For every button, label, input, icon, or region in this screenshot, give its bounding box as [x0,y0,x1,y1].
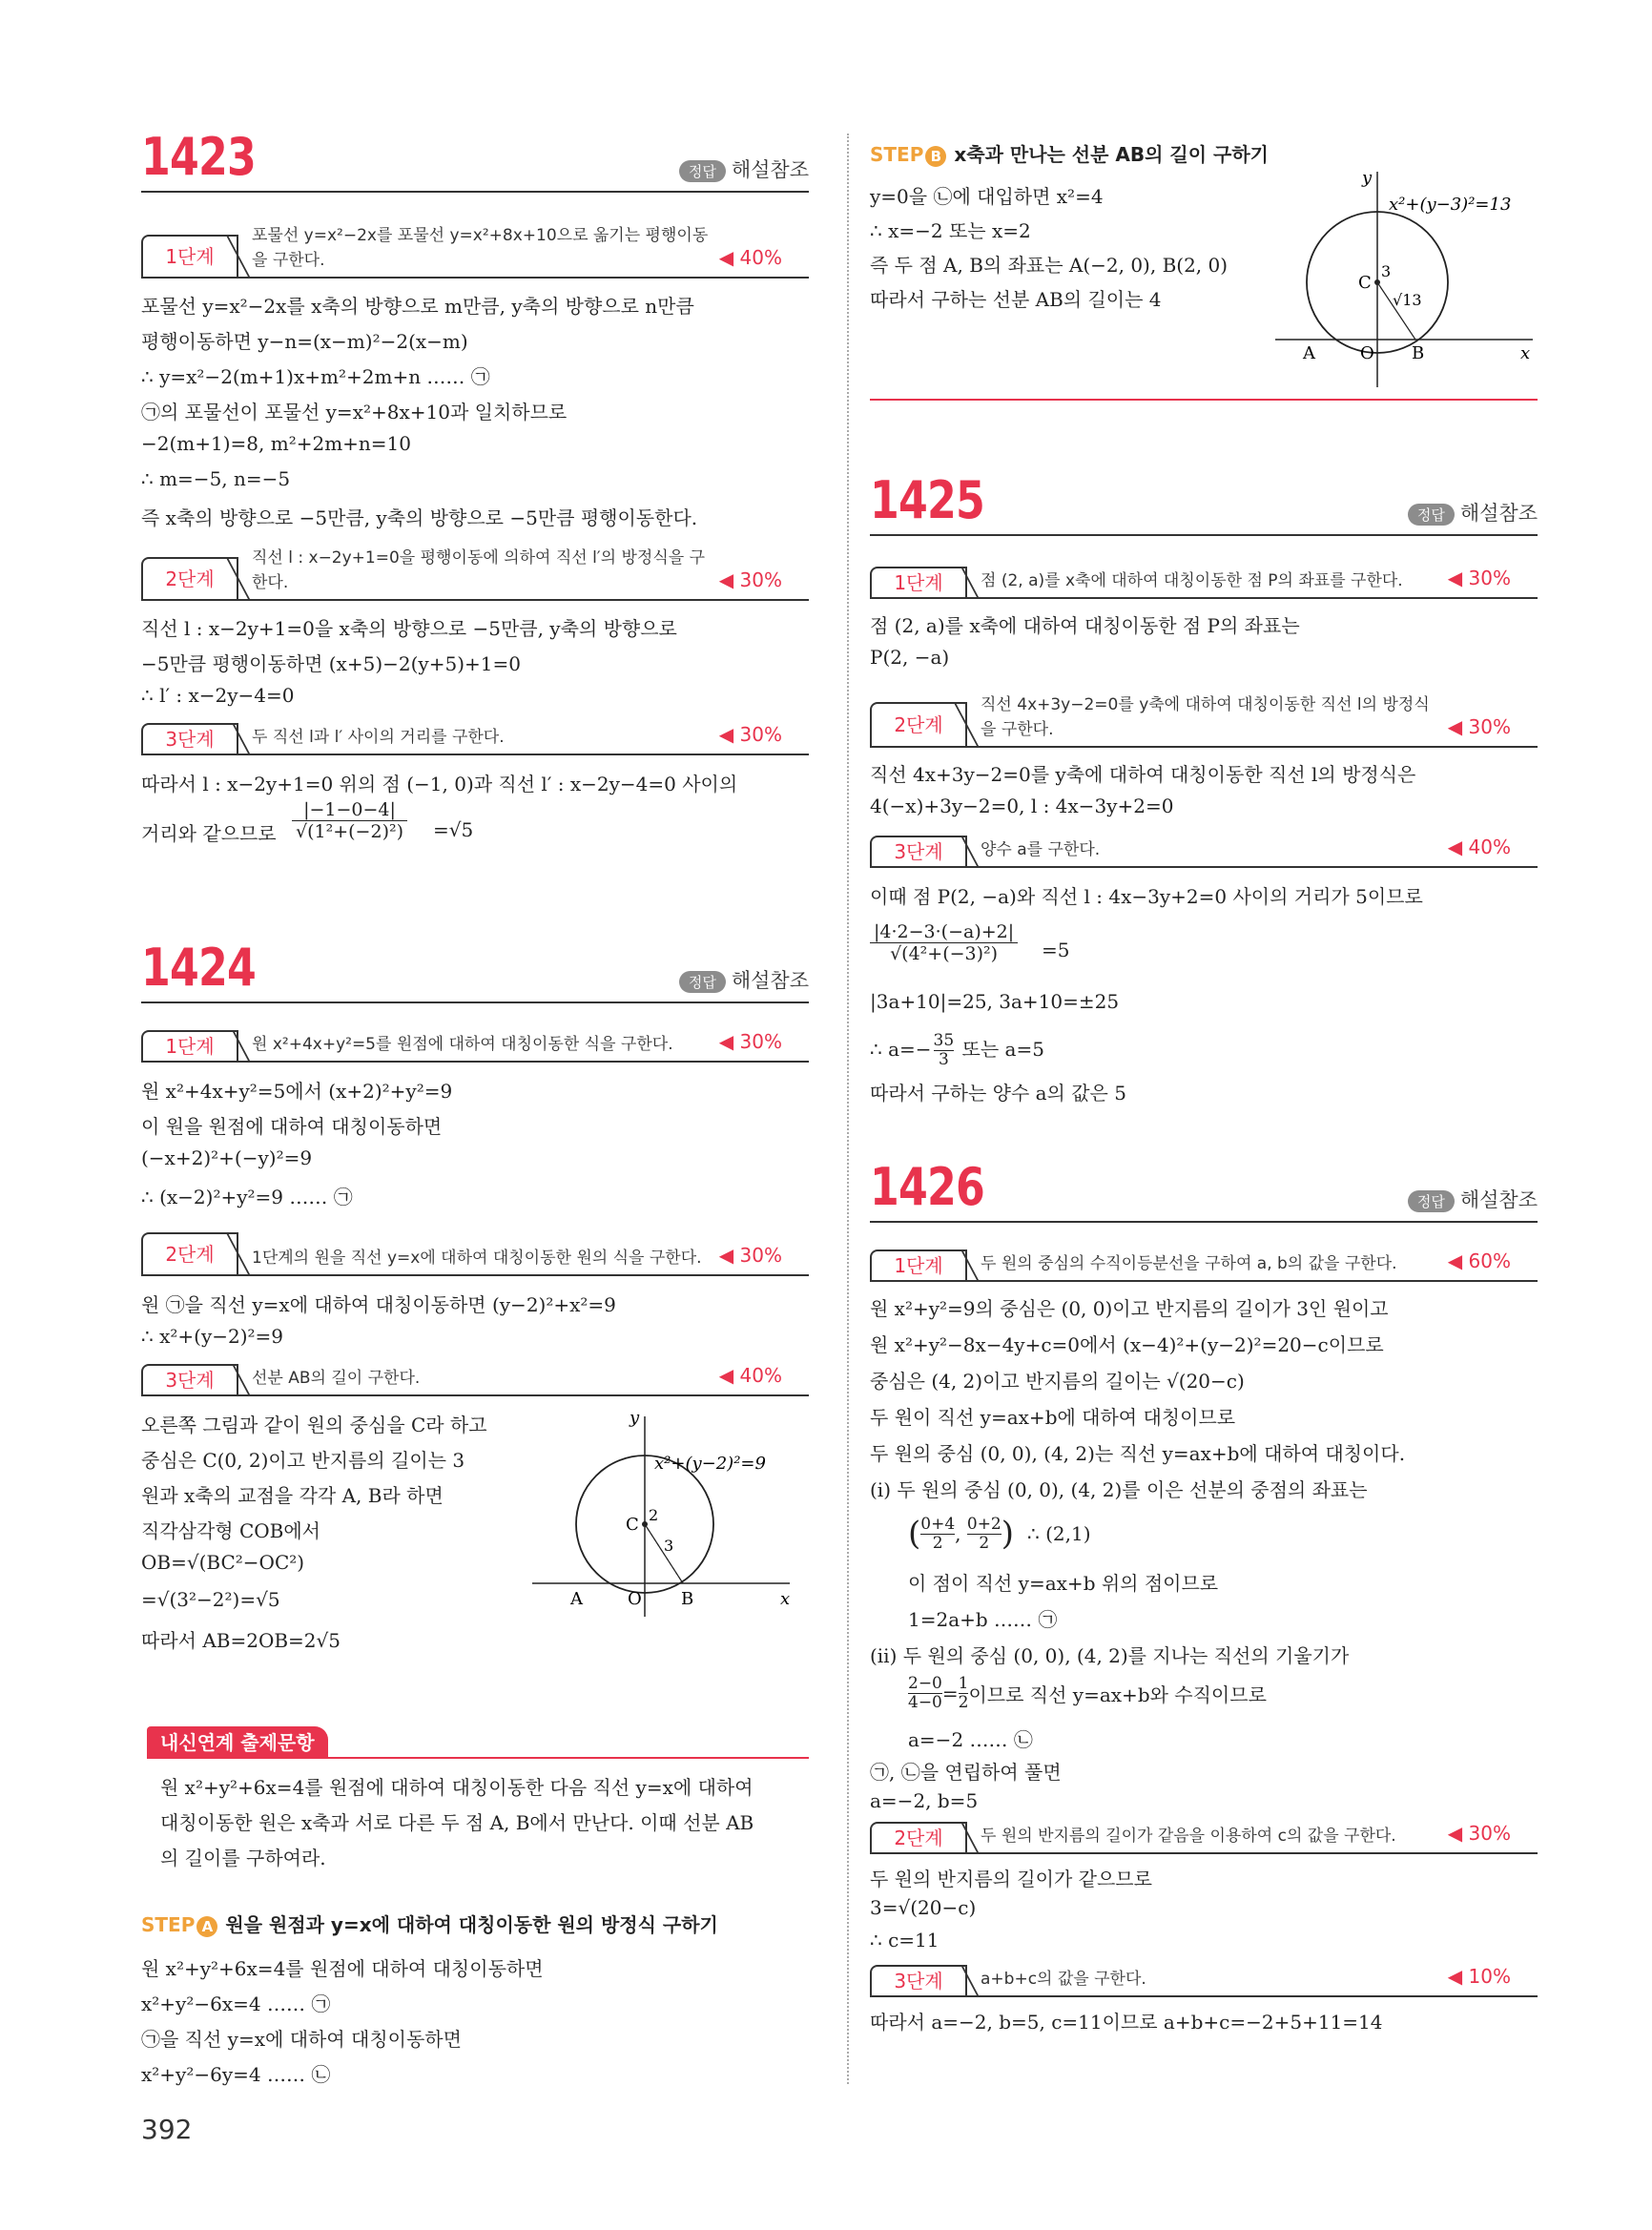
step-percent: ◀ 40% [718,1364,782,1387]
problem-number: 1424 [141,938,256,998]
step-3 [870,834,1538,868]
solution-line: |3a+10|=25, 3a+10=±25 [870,990,1120,1013]
solution-line: 두 원의 반지름의 길이가 같으므로 [870,1868,1152,1890]
slope-equals: = [941,1682,959,1705]
solution-line: ∴ x=−2 또는 x=2 [870,219,1031,242]
solution-line: 따라서 구하는 선분 AB의 길이는 4 [870,288,1162,311]
slope-fraction [908,1675,942,1712]
step-1 [870,1248,1538,1282]
step-tag: 2단계 [141,1232,238,1274]
midpoint-result: ∴ (2,1) [1027,1522,1091,1545]
fraction-denominator: 3 [938,1050,949,1069]
circle-equation: x²+(y−3)²=13 [1389,195,1512,215]
fraction-numerator: 2−0 [908,1674,942,1693]
fraction-denominator: √(1²+(−2)²) [296,821,404,842]
solution-line: −2(m+1)=8, m²+2m+n=10 [141,432,412,455]
solution-line: ∴ y=x²−2(m+1)x+m²+2m+n …… ㉠ [141,365,490,388]
circle-figure-1424 [523,1402,809,1621]
solution-suffix: 또는 a=5 [956,1038,1044,1061]
solution-line: ㉠, ㉡을 연립하여 풀면 [870,1761,1062,1784]
answer-ref-text: 해설참조 [1459,502,1538,525]
step-2 [141,544,809,601]
center-label: C [1358,273,1372,293]
answer-badge: 정답 [1408,1190,1455,1212]
section-end-line [870,399,1538,401]
fraction-numerator: |4·2−3·(−a)+2| [870,921,1018,943]
page-number: 392 [141,2114,193,2145]
fraction-denominator: √(4²+(−3)²) [890,943,999,964]
solution-line: 즉 두 점 A, B의 좌표는 A(−2, 0), B(2, 0) [870,254,1229,277]
step-2 [870,689,1538,748]
solution-line: 이 원을 원점에 대하여 대칭이동하면 [141,1115,443,1138]
point-b-label: B [681,1589,694,1609]
solution-line: 직선 l : x−2y+1=0을 x축의 방향으로 −5만큼, y축의 방향으로 [141,617,677,640]
solution-line: 두 원의 중심 (0, 0), (4, 2)는 직선 y=ax+b에 대하여 대칭이다. [870,1442,1406,1465]
step-tag: 2단계 [870,1822,967,1852]
solution-line: y=0을 ㉡에 대입하면 x²=4 [870,185,1104,208]
fraction-numerator: 35 [933,1031,955,1050]
solution-line: 직각삼각형 COB에서 [141,1519,320,1542]
length-3-label: 3 [1381,262,1392,280]
answer-badge: 정답 [679,971,726,993]
step-b-label [870,143,946,166]
solution-line: 원 x²+y²=9의 중심은 (0, 0)이고 반지름의 길이가 3인 원이고 [870,1297,1389,1320]
step-tag: 1단계 [870,567,967,597]
midpoint-expression: ( $\frac{0+4}{2}$ , $\frac{0+2}{2}$ ) ∴ (2,1) [908,1514,1091,1553]
fraction-numerator: |−1−0−4| [292,799,407,821]
problem-number: 1423 [141,127,256,187]
fraction-numerator: 0+2 [966,1514,1002,1534]
naesin-problem-line: 원 x²+y²+6x=4를 원점에 대하여 대칭이동한 다음 직선 y=x에 대하여 [160,1776,754,1799]
answer-reference [1408,498,1538,527]
step-tag: 2단계 [141,557,238,599]
solution-line: 포물선 y=x²−2x를 x축의 방향으로 m만큼, y축의 방향으로 n만큼 [141,295,694,318]
solution-line: 원 ㉠을 직선 y=x에 대하여 대칭이동하면 (y−2)²+x²=9 [141,1293,616,1316]
step-2 [141,1219,809,1276]
step-text: 두 원의 중심의 수직이등분선을 구하여 a, b의 값을 구한다. [981,1254,1397,1273]
step-percent: ◀ 40% [718,246,782,269]
solution-line: 직선 4x+3y−2=0를 y축에 대하여 대칭이동한 직선 l의 방정식은 [870,763,1416,786]
solution-line: 원과 x축의 교점을 각각 A, B라 하면 [141,1484,444,1507]
step-text: a+b+c의 값을 구한다. [981,1970,1146,1989]
step-b-header [870,139,1269,167]
distance-fraction [870,921,1018,964]
solution-line: x²+y²−6y=4 …… ㉡ [141,2063,331,2086]
fraction-denominator: 2 [958,1693,969,1712]
step-percent: ◀ 30% [1447,1822,1511,1845]
naesin-problem-line: 의 길이를 구하여라. [160,1847,326,1869]
solution-line: 따라서 a=−2, b=5, c=11이므로 a+b+c=−2+5+11=14 [870,2011,1383,2034]
solution-line: ∴ (x−2)²+y²=9 …… ㉠ [141,1186,353,1208]
point-b-label: B [1412,343,1425,363]
midpoint-fraction-y [967,1516,1002,1553]
step-text: 두 원의 반지름의 길이가 같음을 이용하여 c의 값을 구한다. [981,1827,1396,1846]
step-percent: ◀ 30% [1447,715,1511,738]
solution-line: ∴ m=−5, n=−5 [141,467,291,490]
solution-line: ∴ l′ : x−2y−4=0 [141,684,295,707]
answer-reference [1408,1185,1538,1213]
solution-line: =√(3²−2²)=√5 [141,1588,280,1611]
solution-line: ㉠을 직선 y=x에 대하여 대칭이동하면 [141,2028,462,2051]
point-a-label: A [570,1589,583,1609]
solution-line: 따라서 l : x−2y+1=0 위의 점 (−1, 0)과 직선 l′ : x−2y−4=0 사이의 [141,773,738,795]
solution-line: 따라서 구하는 양수 a의 값은 5 [870,1082,1126,1105]
column-divider [847,134,849,2084]
solution-line: 중심은 (4, 2)이고 반지름의 길이는 √(20−c) [870,1370,1245,1393]
slope-expression [908,1675,1267,1712]
step-label-text: STEP [870,143,924,166]
problem-1423-header [141,127,809,193]
step-tag: 3단계 [870,836,967,866]
problem-number: 1425 [870,470,984,530]
y-label: y [1362,168,1373,188]
answer-badge: 정답 [679,160,726,182]
solution-line: (−x+2)²+(−y)²=9 [141,1146,313,1169]
solution-line: 원 x²+y²+6x=4를 원점에 대하여 대칭이동하면 [141,1957,544,1980]
step-1 [141,1028,809,1063]
solution-line: P(2, −a) [870,646,950,669]
problem-1425-header [870,470,1538,536]
step-text: 직선 l : x−2y+1=0을 평행이동에 의하여 직선 l′의 방정식을 구한다. [252,548,705,592]
step-text: 포물선 y=x²−2x를 포물선 y=x²+8x+10으로 옮기는 평행이동을 구한다. [252,226,709,270]
step-percent: ◀ 10% [1447,1965,1511,1988]
step-3 [141,721,809,755]
step-percent: ◀ 30% [718,1244,782,1267]
solution-line: 원 x²+4x+y²=5에서 (x+2)²+y²=9 [141,1080,453,1103]
solution-line: 중심은 C(0, 2)이고 반지름의 길이는 3 [141,1449,465,1472]
solution-line: 평행이동하면 y−n=(x−m)²−2(x−m) [141,330,468,353]
half-fraction [959,1675,969,1712]
origin-label: O [1360,343,1374,363]
y-label: y [630,1408,640,1428]
solution-line: 즉 x축의 방향으로 −5만큼, y축의 방향으로 −5만큼 평행이동한다. [141,506,698,529]
step-tag: 3단계 [141,723,238,754]
solution-line: (ⅱ) 두 원의 중심 (0, 0), (4, 2)를 지나는 직선의 기울기가 [870,1644,1350,1667]
length-3-label: 3 [664,1537,674,1555]
step-a-title: 원을 원점과 y=x에 대하여 대칭이동한 원의 방정식 구하기 [225,1913,718,1936]
solution-line: 오른쪽 그림과 같이 원의 중심을 C라 하고 [141,1414,487,1436]
solution-line: −5만큼 평행이동하면 (x+5)−2(y+5)+1=0 [141,652,521,675]
solution-line: ㉠의 포물선이 포물선 y=x²+8x+10과 일치하므로 [141,401,568,423]
step-text: 직선 4x+3y−2=0를 y축에 대하여 대칭이동한 직선 l의 방정식을 구한다. [981,695,1430,739]
step-percent: ◀ 60% [1447,1249,1511,1272]
problem-1424-header [141,938,809,1003]
naesin-section-header [141,1726,809,1759]
distance-result: =√5 [433,818,474,841]
solution-line: ∴ c=11 [870,1929,940,1951]
step-a-label [141,1913,217,1936]
solution-line: a=−2, b=5 [870,1789,979,1812]
x-label: x [1520,343,1531,363]
step-tag: 3단계 [141,1364,238,1394]
step-2 [870,1820,1538,1854]
fraction-numerator: 0+4 [920,1514,956,1534]
step-text: 선분 AB의 길이 구한다. [252,1369,421,1388]
step-a-header [141,1910,718,1937]
step-circle: A [196,1916,217,1937]
step-3 [870,1963,1538,1997]
step-percent: ◀ 30% [1447,567,1511,589]
solution-line: 3=√(20−c) [870,1896,977,1919]
solution-line: a=−2 …… ㉡ [908,1728,1033,1751]
solution-line: 이때 점 P(2, −a)와 직선 l : 4x−3y+2=0 사이의 거리가 5이므로 [870,885,1423,908]
step-text: 1단계의 원을 직선 y=x에 대하여 대칭이동한 원의 식을 구한다. [252,1249,702,1268]
fraction-denominator: 2 [932,1533,943,1553]
distance-fraction [292,799,407,842]
step-tag: 1단계 [141,1030,238,1061]
answer-ref-text: 해설참조 [1459,1188,1538,1211]
step-1 [870,565,1538,599]
naesin-line [147,1757,809,1759]
point-a-label: A [1303,343,1315,363]
step-percent: ◀ 30% [718,568,782,591]
step-tag: 1단계 [870,1249,967,1280]
midpoint-fraction-x [920,1516,955,1553]
x-label: x [780,1589,791,1609]
solution-fraction [934,1032,955,1069]
circle-figure-naesin [1270,162,1547,391]
step-text: 두 직선 l과 l′ 사이의 거리를 구한다. [252,728,505,747]
step-text: 양수 a를 구한다. [981,840,1101,859]
solution-line [870,1032,1044,1069]
fraction-denominator: 4−0 [908,1693,942,1712]
step-3 [141,1362,809,1396]
solution-line: 점 (2, a)를 x축에 대하여 대칭이동한 점 P의 좌표는 [870,614,1300,637]
solution-line: 두 원이 직선 y=ax+b에 대하여 대칭이므로 [870,1406,1236,1429]
step-text: 점 (2, a)를 x축에 대하여 대칭이동한 점 P의 좌표를 구한다. [981,571,1403,590]
answer-ref-text: 해설참조 [731,158,809,181]
step-percent: ◀ 40% [1447,836,1511,858]
solution-line: 4(−x)+3y−2=0, l : 4x−3y+2=0 [870,795,1174,817]
solution-line: (ⅰ) 두 원의 중심 (0, 0), (4, 2)를 이은 선분의 중점의 좌표는 [870,1478,1368,1501]
solution-line: x²+y²−6x=4 …… ㉠ [141,1993,331,2015]
step-circle: B [925,146,946,167]
step-percent: ◀ 30% [718,1030,782,1053]
center-label: C [626,1515,639,1535]
length-sqrt13-label: √13 [1393,291,1422,309]
fraction-numerator: 1 [958,1674,969,1693]
step-b-title: x축과 만나는 선분 AB의 길이 구하기 [954,143,1269,166]
step-text: 원 x²+4x+y²=5를 원점에 대하여 대칭이동한 식을 구한다. [252,1035,673,1054]
solution-line: 이 점이 직선 y=ax+b 위의 점이므로 [908,1572,1219,1595]
solution-line: 따라서 AB=2OB=2√5 [141,1629,341,1652]
step-percent: ◀ 30% [718,723,782,746]
step-1 [141,217,809,279]
naesin-tag: 내신연계 출제문항 [147,1726,328,1759]
distance-result: =5 [1042,939,1070,961]
answer-reference [679,155,809,183]
answer-reference [679,965,809,994]
naesin-problem-line: 대칭이동한 원은 x축과 서로 다른 두 점 A, B에서 만난다. 이때 선분 AB [160,1811,754,1834]
length-2-label: 2 [649,1506,659,1524]
solution-prefix: ∴ a=− [870,1038,932,1061]
step-label-text: STEP [141,1913,196,1936]
answer-ref-text: 해설참조 [731,969,809,992]
solution-line: 거리와 같으므로 [141,822,277,845]
circle-equation: x²+(y−2)²=9 [654,1454,766,1474]
solution-line: 원 x²+y²−8x−4y+c=0에서 (x−4)²+(y−2)²=20−c이므로 [870,1333,1384,1356]
solution-line: ∴ x²+(y−2)²=9 [141,1325,284,1348]
step-tag: 2단계 [870,702,967,746]
answer-badge: 정답 [1408,504,1455,526]
step-tag: 1단계 [141,235,238,277]
fraction-denominator: 2 [979,1533,990,1553]
solution-line: 1=2a+b …… ㉠ [908,1608,1058,1631]
origin-label: O [628,1589,642,1609]
problem-1426-header [870,1157,1538,1223]
slope-text: 이므로 직선 y=ax+b와 수직이므로 [968,1683,1267,1706]
problem-number: 1426 [870,1157,984,1217]
step-tag: 3단계 [870,1965,967,1995]
solution-line: OB=√(BC²−OC²) [141,1551,305,1574]
